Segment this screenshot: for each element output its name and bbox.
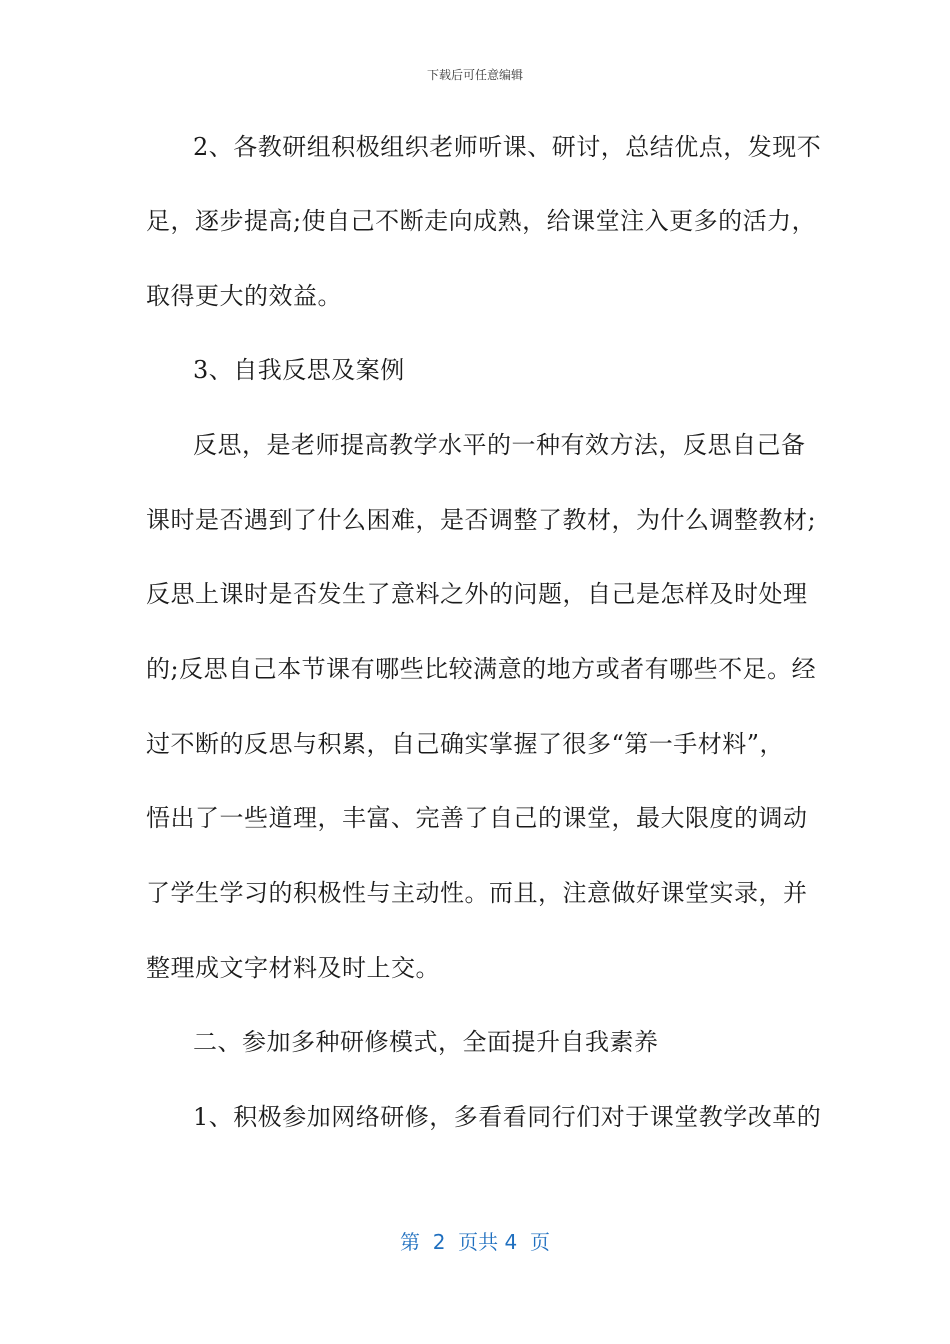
paragraph-line: 足，逐步提高;使自己不断走向成熟，给课堂注入更多的活力， xyxy=(146,207,817,235)
header-note: 下载后可任意编辑 xyxy=(426,68,523,82)
page-number: 第 2 页共 4 页 xyxy=(400,1230,550,1254)
paragraph-line: 悟出了一些道理，丰富、完善了自己的课堂，最大限度的调动 xyxy=(146,804,808,832)
paragraph-line: 过不断的反思与积累，自己确实掌握了很多“第一手材料”， xyxy=(146,730,785,758)
paragraph-line: 的;反思自己本节课有哪些比较满意的地方或者有哪些不足。经 xyxy=(146,655,817,683)
paragraph-line: 课时是否遇到了什么困难，是否调整了教材，为什么调整教材; xyxy=(146,506,817,534)
section-heading: 二、参加多种研修模式，全面提升自我素养 xyxy=(193,1028,659,1056)
paragraph-line: 1、积极参加网络研修，多看看同行们对于课堂教学改革的 xyxy=(193,1103,822,1131)
section-heading: 3、自我反思及案例 xyxy=(193,356,405,384)
paragraph-line: 反思上课时是否发生了意料之外的问题，自己是怎样及时处理 xyxy=(146,580,808,608)
paragraph-line: 了学生学习的积极性与主动性。而且，注意做好课堂实录，并 xyxy=(146,879,808,907)
paragraph-line: 取得更大的效益。 xyxy=(146,282,342,310)
paragraph-line: 整理成文字材料及时上交。 xyxy=(146,954,440,982)
paragraph-line: 反思，是老师提高教学水平的一种有效方法，反思自己备 xyxy=(193,431,806,459)
paragraph-line: 2、各教研组积极组织老师听课、研讨，总结优点，发现不 xyxy=(193,133,822,161)
